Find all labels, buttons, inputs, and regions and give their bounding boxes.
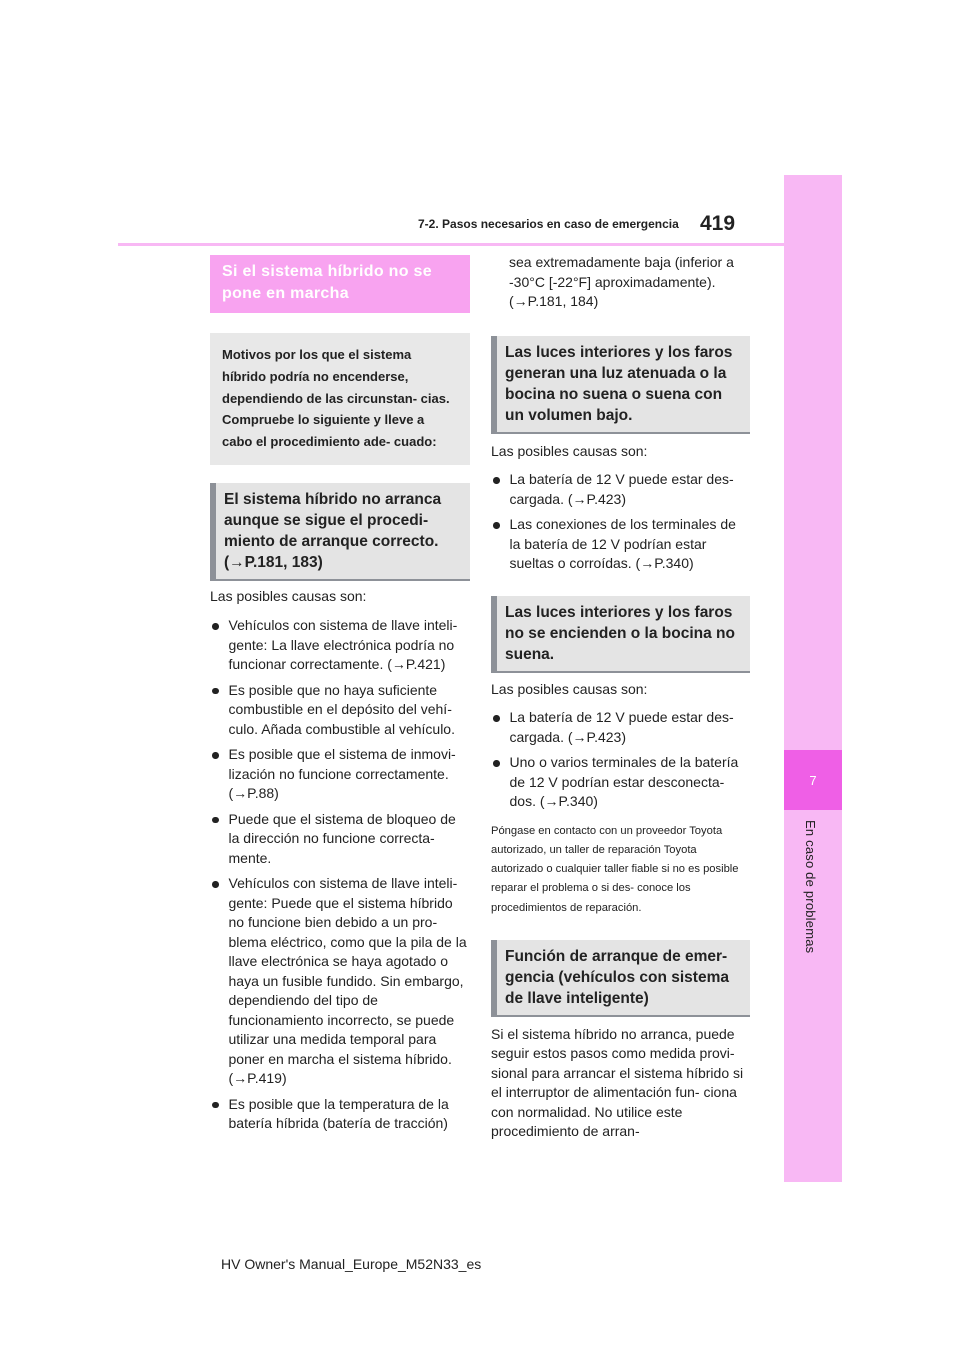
bullet-icon [212, 623, 219, 630]
bullet-icon [212, 688, 219, 695]
bullet-icon [212, 881, 219, 888]
section-heading: Si el sistema híbrido no se pone en marcha [210, 255, 470, 313]
chapter-side-tab [784, 175, 842, 1182]
list-item: Es posible que el sistema de inmovi- lización no funcione correctamente. (→P.88) [210, 745, 470, 804]
intro-box: Motivos por los que el sistema híbrido podría no encenderse, dependiendo de las circunstan- cias. Compruebe lo siguiente y lleve a cabo el procedimiento ade- cuado: [210, 333, 470, 465]
right-column [491, 253, 750, 1142]
header-divider [118, 243, 784, 246]
causes-intro: Las posibles causas son: [491, 680, 648, 697]
chapter-number-marker [784, 750, 842, 810]
list-item: Puede que el sistema de bloqueo de la dirección no funcione correcta- mente. [210, 810, 470, 869]
list-item: Vehículos con sistema de llave inteli- gente: La llave electrónica podría no funcionar correctamente. (→P.421) [210, 616, 470, 675]
list-item: La batería de 12 V puede estar des- cargada. (→P.423) [491, 470, 750, 509]
list-item: Vehículos con sistema de llave inteli- gente: Puede que el sistema híbrido no funcione bien debido a un pro- blema eléctrico, como que la pila de la llave electrónica se haya agotado o haya un fusible fundido. Sin embargo, dependiendo del tipo de funcionamiento incorrecto, se puede utilizar una medida temporal para poner en marcha el sistema híbrido. (→P.419) [210, 874, 470, 1089]
subheading-no-lights: Las luces interiores y los faros no se encienden o la bocina no suena. [491, 596, 750, 673]
bullet-icon [212, 1102, 219, 1109]
causes-intro: Las posibles causas son: [491, 442, 648, 459]
subheading-emergency-start: Función de arranque de emer- gencia (vehículos con sistema de llave inteligente) [491, 940, 750, 1017]
left-column [210, 255, 470, 1134]
bullet-icon [493, 760, 500, 767]
chapter-title: En caso de problemas [803, 820, 818, 954]
bullet-icon [493, 477, 500, 484]
list-item: Las conexiones de los terminales de la batería de 12 V podrían estar sueltas o corroídas. (→P.340) [491, 515, 750, 574]
contact-dealer-note: Póngase en contacto con un proveedor Toyota autorizado, un taller de reparación Toyota autorizado o cualquier taller fiable si no es posible reparar el problema o si des- conoce los procedimientos de reparación. [491, 824, 739, 914]
page-number: 419 [700, 212, 736, 235]
bullet-icon [212, 817, 219, 824]
list-item: Es posible que no haya suficiente combustible en el depósito del vehí- culo. Añada combustible al vehículo. [210, 681, 470, 740]
emergency-start-paragraph: Si el sistema híbrido no arranca, puede seguir estos pasos como medida provi- sional para arrancar el sistema híbrido si el interruptor de alimentación fun- ciona con normalidad. No utilice este procedimiento de arran- [491, 1025, 744, 1140]
subheading-dim-lights: Las luces interiores y los faros generan una luz atenuada o la bocina no suena o suena con un volumen bajo. [491, 336, 750, 434]
bullet-icon [493, 715, 500, 722]
chapter-number: 7 [809, 772, 817, 788]
section-title: 7-2. Pasos necesarios en caso de emergencia [418, 217, 679, 231]
subheading-not-starting: El sistema híbrido no arranca aunque se sigue el procedi- miento de arranque correcto. (→P.181, 183) [210, 483, 470, 581]
bullet-icon [212, 752, 219, 759]
list-item: Uno o varios terminales de la batería de 12 V podrían estar desconecta- dos. (→P.340) [491, 753, 750, 812]
continuation-text: sea extremadamente baja (inferior a -30°C [-22°F] aproximadamente). (→P.181, 184) [509, 254, 734, 309]
footer-manual-id: HV Owner's Manual_Europe_M52N33_es [221, 1256, 482, 1272]
list-item: Es posible que la temperatura de la batería híbrida (batería de tracción) [210, 1095, 470, 1134]
list-item: La batería de 12 V puede estar des- cargada. (→P.423) [491, 708, 750, 747]
bullet-icon [493, 522, 500, 529]
causes-intro: Las posibles causas son: [210, 587, 367, 604]
